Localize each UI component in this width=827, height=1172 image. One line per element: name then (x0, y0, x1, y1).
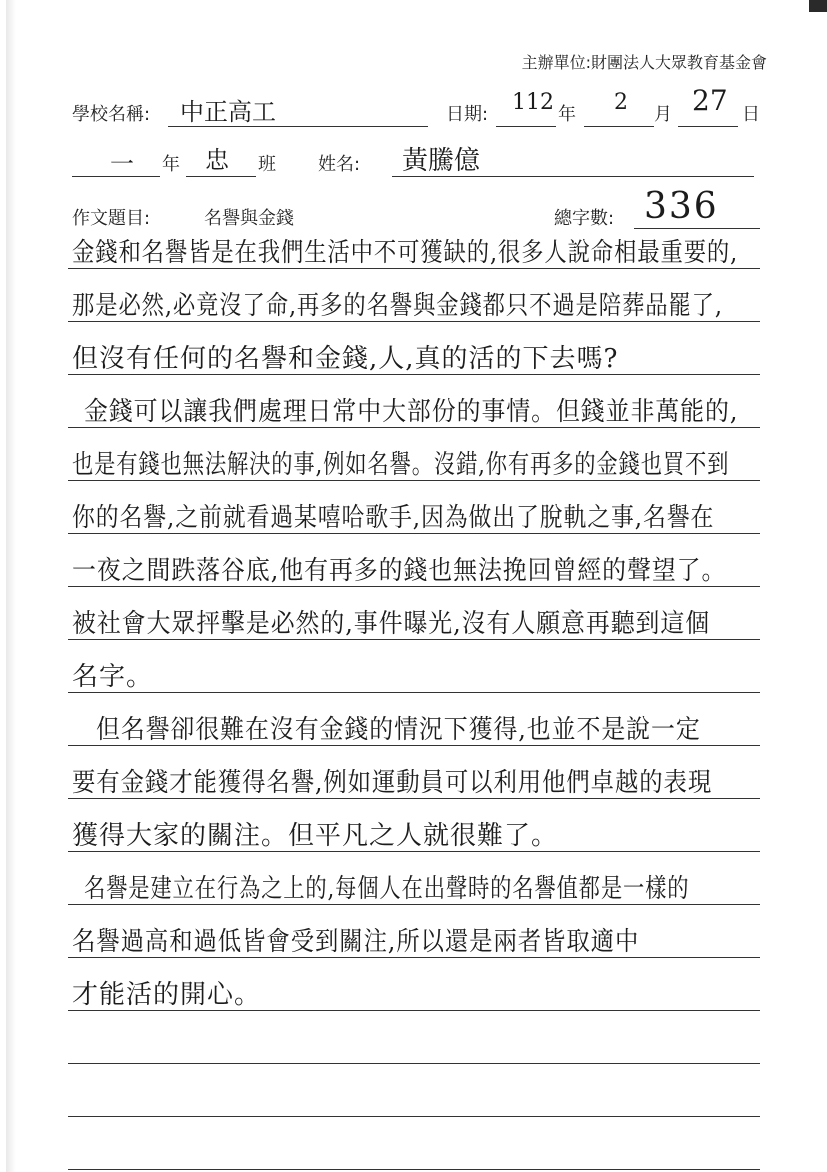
essay-line: 你的名譽,之前就看過某嘻哈歌手,因為做出了脫軌之事,名譽在 (72, 503, 715, 533)
date-year-underline (496, 126, 556, 127)
grade-label: 年 (162, 154, 180, 175)
date-month-underline (584, 126, 654, 127)
organizer-text: 主辦單位:財團法人大眾教育基金會 (521, 53, 767, 72)
class-underline (186, 176, 256, 177)
day-label: 日 (742, 104, 760, 125)
name-label: 姓名: (318, 154, 361, 175)
wordcount-underline (634, 228, 760, 229)
ruled-line (68, 692, 760, 693)
grade-underline (72, 176, 160, 177)
essay-line: 但沒有任何的名譽和金錢,人,真的活的下去嗎? (72, 344, 619, 374)
date-day-value: 27 (692, 84, 728, 117)
date-label: 日期: (446, 104, 489, 125)
ruled-line (68, 1116, 760, 1117)
name-underline (392, 176, 754, 177)
essay-line: 獲得大家的關注。但平凡之人就很難了。 (72, 821, 559, 851)
topic-label: 作文題目: (72, 208, 151, 229)
essay-line: 名譽過高和過低皆會受到關注,所以還是兩者皆取適中 (72, 927, 640, 957)
school-underline (168, 126, 428, 127)
wordcount-value: 336 (644, 186, 719, 227)
essay-line: 也是有錢也無法解決的事,例如名譽。沒錯,你有再多的金錢也買不到 (72, 450, 730, 480)
grade-value: 一 (110, 150, 134, 178)
date-year-value: 112 (512, 90, 554, 115)
ruled-line (68, 1063, 760, 1064)
essay-line: 一夜之間跌落谷底,他有再多的錢也無法挽回曾經的聲望了。 (72, 556, 727, 586)
ruled-line (68, 1169, 760, 1170)
school-value: 中正高工 (180, 98, 276, 126)
essay-line: 名字。 (72, 662, 154, 692)
essay-line: 但名譽卻很難在沒有金錢的情況下獲得,也並不是說一定 (96, 715, 701, 745)
month-label: 月 (654, 104, 672, 125)
essay-line: 被社會大眾抨擊是必然的,事件曝光,沒有人願意再聽到這個 (72, 609, 711, 639)
name-value: 黃騰億 (402, 146, 481, 176)
date-day-underline (678, 126, 738, 127)
essay-line: 那是必然,必竟沒了命,再多的名譽與金錢都只不過是陪葬品罷了, (72, 291, 723, 321)
essay-line: 要有金錢才能獲得名譽,例如運動員可以利用他們卓越的表現 (72, 768, 713, 798)
wordcount-label: 總字數: (554, 208, 615, 229)
essay-line: 名譽是建立在行為之上的,每個人在出聲時的名譽值都是一樣的 (84, 874, 690, 904)
topic-value: 名譽與金錢 (204, 208, 294, 229)
school-label: 學校名稱: (72, 104, 151, 125)
essay-line: 金錢和名譽皆是在我們生活中不可獲缺的,很多人說命相最重要的, (72, 238, 739, 268)
date-month-value: 2 (614, 90, 628, 115)
essay-line: 金錢可以讓我們處理日常中大部份的事情。但錢並非萬能的, (84, 397, 739, 427)
scan-edge-shadow (6, 0, 16, 1172)
class-label: 班 (258, 154, 276, 175)
year-label: 年 (558, 104, 576, 125)
scan-corner-mark (809, 0, 827, 12)
essay-line: 才能活的開心。 (72, 980, 262, 1010)
class-value: 忠 (205, 146, 229, 174)
